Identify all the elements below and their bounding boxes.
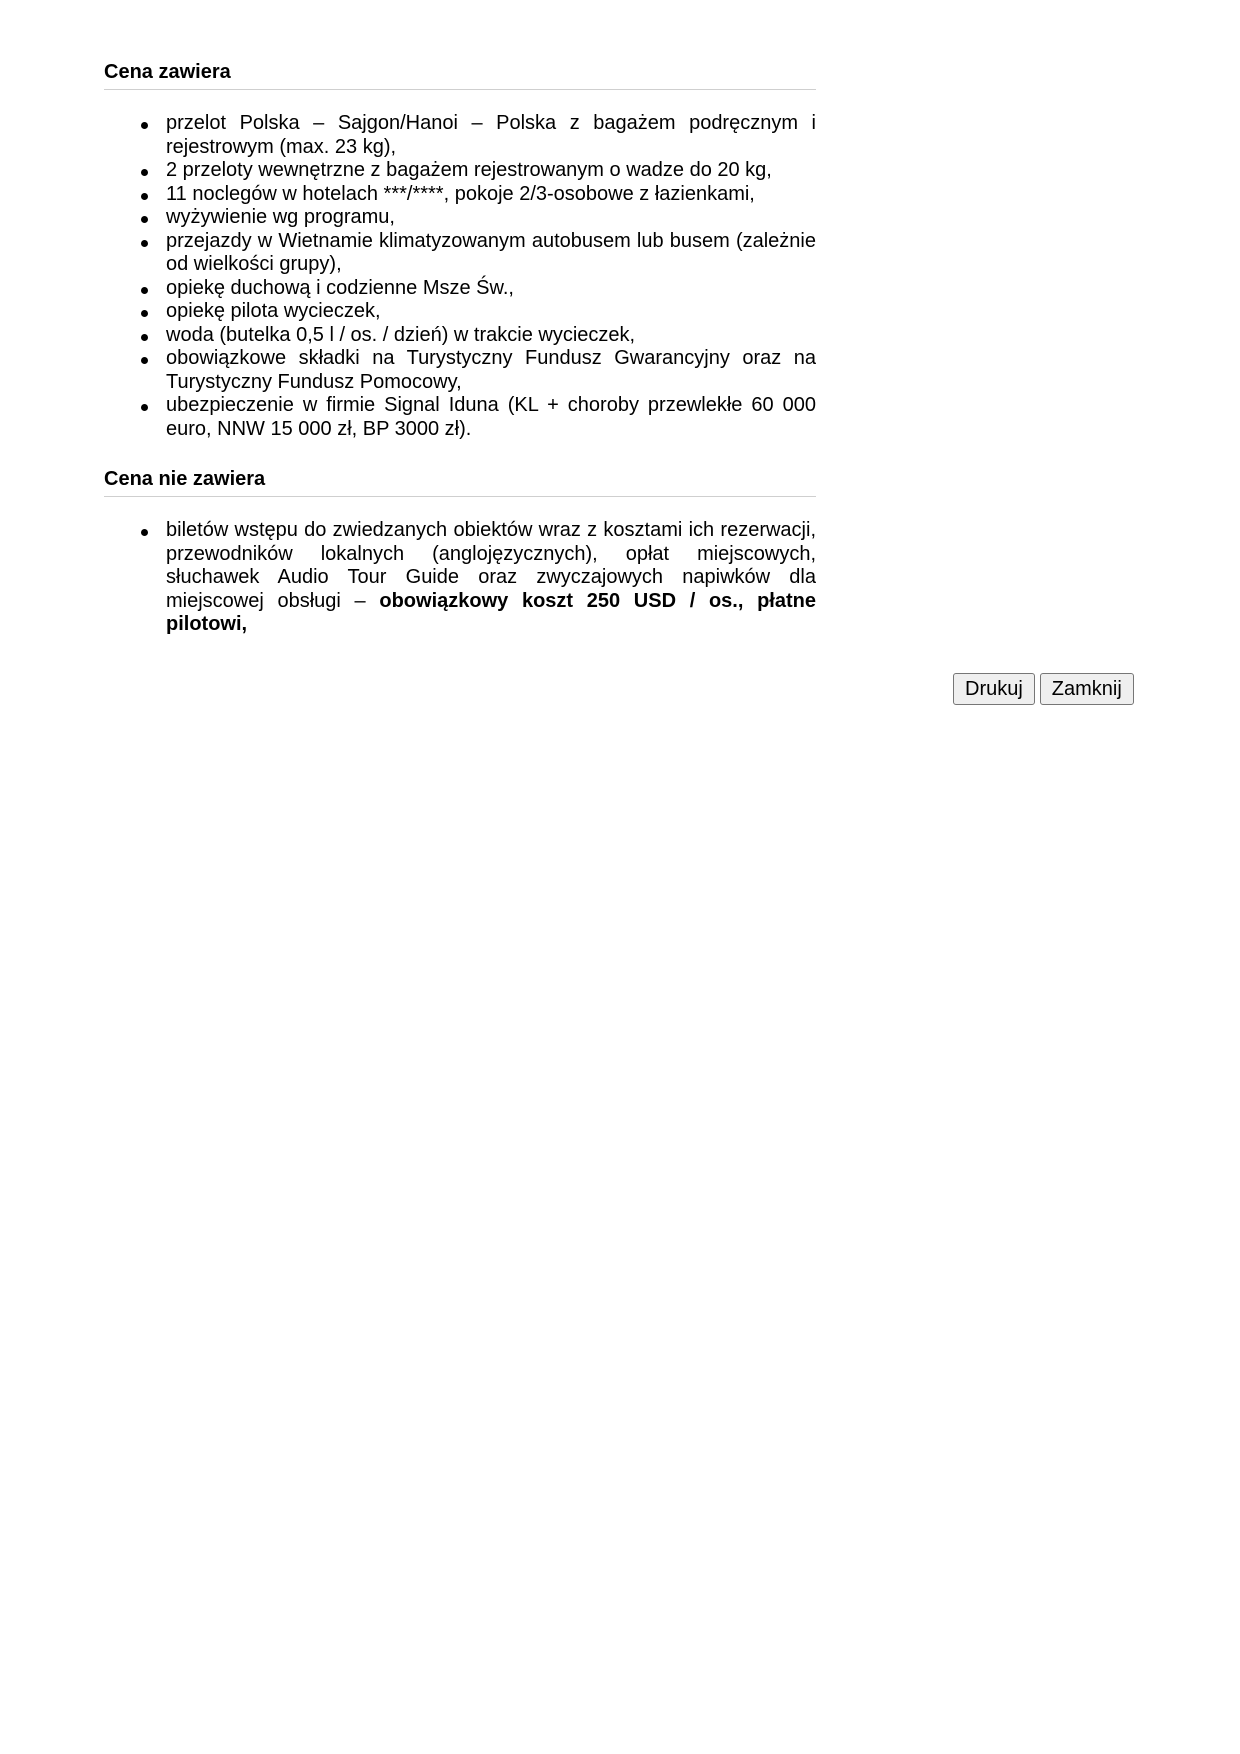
list-item: przelot Polska – Sajgon/Hanoi – Polska z bagażem podręcznym i rejestrowym (max. 23 kg),	[166, 112, 816, 158]
list-item: 11 noclegów w hotelach ***/****, pokoje 2/3-osobowe z łazienkami,	[166, 183, 816, 207]
print-button[interactable]: Drukuj	[953, 673, 1035, 705]
price-includes-heading: Cena zawiera	[104, 56, 816, 90]
list-item: wyżywienie wg programu,	[166, 206, 816, 230]
list-item: opiekę duchową i codzienne Msze Św.,	[166, 277, 816, 301]
list-item-bold-text: obowiązkowy koszt 250 USD / os., płatne pilotowi,	[166, 589, 816, 635]
list-item-text: biletów wstępu do zwiedzanych obiektów wraz z kosztami ich rezerwacji, przewodników lokalnych (anglojęzycznych), opłat miejscowych, słuchawek Audio Tour Guide oraz zwyczajowych napiwków dla miejscowej obsługi –	[166, 519, 816, 612]
price-excludes-heading: Cena nie zawiera	[104, 463, 816, 497]
list-item: obowiązkowe składki na Turystyczny Fundusz Gwarancyjny oraz na Turystyczny Fundusz Pomocowy,	[166, 347, 816, 393]
list-item	[166, 519, 816, 637]
list-item: ubezpieczenie w firmie Signal Iduna (KL + choroby przewlekłe 60 000 euro, NNW 15 000 zł, BP 3000 zł).	[166, 394, 816, 440]
list-item: przejazdy w Wietnamie klimatyzowanym autobusem lub busem (zależnie od wielkości grupy),	[166, 229, 816, 275]
document-content	[104, 56, 816, 637]
price-excludes-section	[104, 463, 816, 637]
price-includes-section	[104, 56, 816, 441]
price-includes-list	[104, 112, 816, 441]
action-buttons	[953, 673, 1134, 705]
close-button[interactable]: Zamknij	[1040, 673, 1134, 705]
price-excludes-list	[104, 519, 816, 637]
list-item: opiekę pilota wycieczek,	[166, 300, 816, 324]
list-item: 2 przeloty wewnętrzne z bagażem rejestrowanym o wadze do 20 kg,	[166, 159, 816, 183]
list-item: woda (butelka 0,5 l / os. / dzień) w trakcie wycieczek,	[166, 324, 816, 348]
